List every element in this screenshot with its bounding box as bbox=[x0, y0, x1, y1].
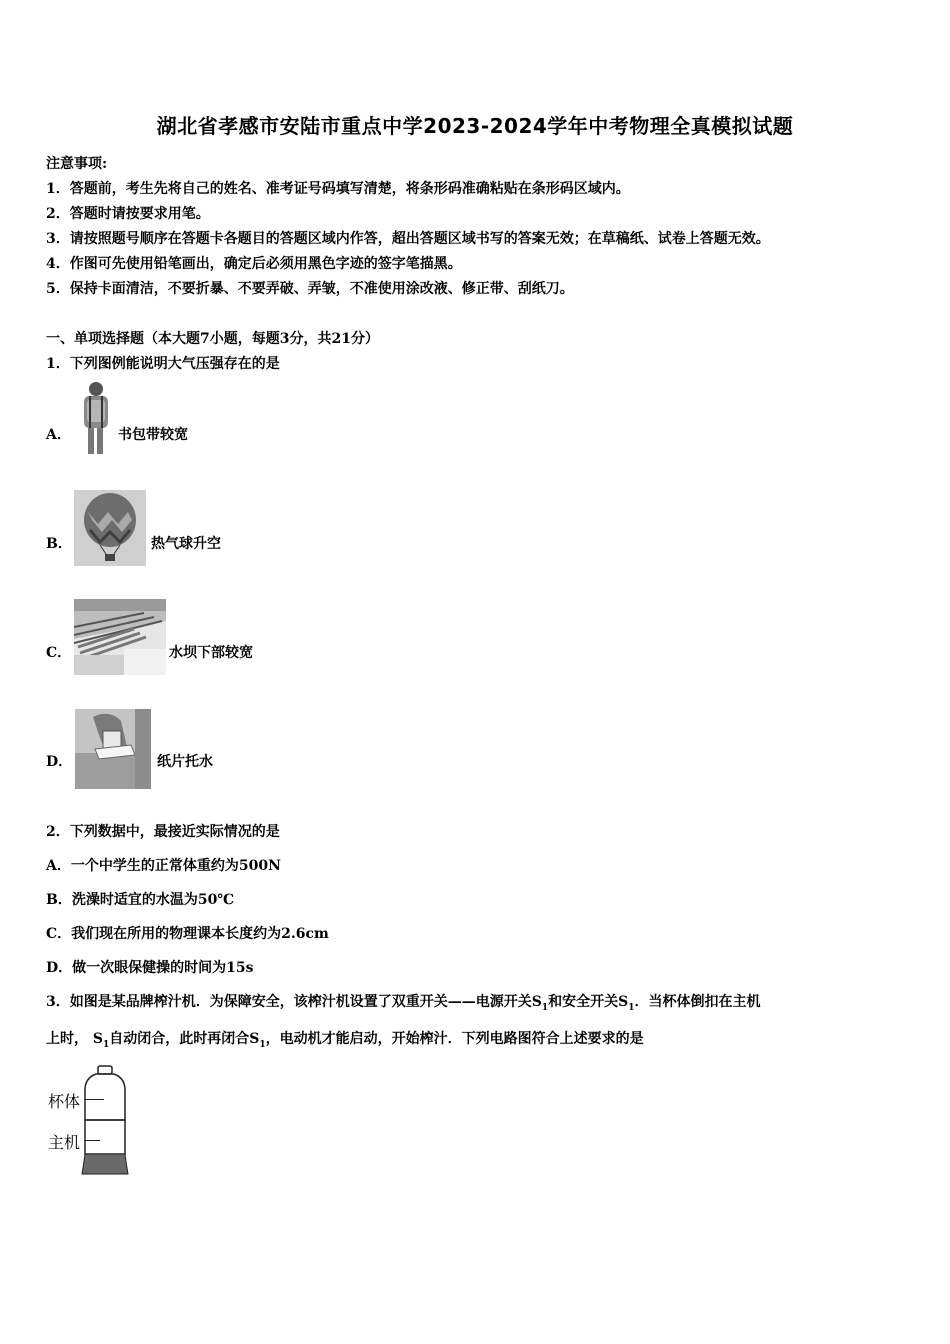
option-b-label: B． bbox=[46, 536, 72, 552]
option-c-text: 水坝下部较宽 bbox=[169, 645, 253, 661]
cup-label: 杯体 bbox=[48, 1092, 81, 1111]
option-b-text: 热气球升空 bbox=[151, 536, 221, 552]
notice-item: 2．答题时请按要求用笔。 bbox=[46, 206, 210, 222]
paper-holding-water-image bbox=[75, 709, 151, 789]
juicer-figure bbox=[80, 1064, 136, 1180]
question-2-stem: 2．下列数据中，最接近实际情况的是 bbox=[46, 824, 280, 840]
option-a-label: A． bbox=[46, 427, 71, 443]
option-d-label: D． bbox=[46, 754, 73, 770]
q2-option-a: A．一个中学生的正常体重约为500N bbox=[46, 858, 281, 874]
option-c-label: C． bbox=[46, 645, 72, 661]
base-label: 主机 bbox=[48, 1133, 81, 1152]
page-title: 湖北省孝感市安陆市重点中学2023-2024学年中考物理全真模拟试题 bbox=[156, 114, 794, 138]
section-heading: 一、单项选择题（本大题7小题，每题3分，共21分） bbox=[46, 331, 379, 347]
dam-image bbox=[74, 599, 166, 675]
base-label-leader bbox=[84, 1140, 100, 1141]
notice-item: 3．请按照题号顺序在答题卡各题目的答题区域内作答，超出答题区域书写的答案无效；在草稿纸、试卷上答题无效。 bbox=[46, 231, 770, 247]
hot-air-balloon-image bbox=[74, 490, 146, 566]
question-3-line-1: 3．如图是某品牌榨汁机．为保障安全，该榨汁机设置了双重开关——电源开关$S_1$和安全开关$S_1$．当杯体倒扣在主机 bbox=[46, 994, 761, 1013]
notice-item: 1．答题前，考生先将自己的姓名、准考证号码填写清楚，将条形码准确粘贴在条形码区域内。 bbox=[46, 181, 630, 197]
notice-item: 4．作图可先使用铅笔画出，确定后必须用黑色字迹的签字笔描黑。 bbox=[46, 256, 462, 272]
question-3-line-2: 上时， $S_1$自动闭合，此时再闭合$S_1$，电动机才能启动，开始榨汁．下列电路图符合上述要求的是 bbox=[46, 1031, 644, 1050]
cup-label-leader bbox=[84, 1099, 104, 1100]
question-1-stem: 1．下列图例能说明大气压强存在的是 bbox=[46, 356, 280, 372]
q2-option-d: D．做一次眼保健操的时间为15s bbox=[46, 960, 254, 976]
notice-item: 5．保持卡面清洁，不要折暴、不要弄破、弄皱，不准使用涂改液、修正带、刮纸刀。 bbox=[46, 281, 574, 297]
backpack-student-image bbox=[76, 380, 114, 456]
q2-option-b: B．洗澡时适宜的水温为50℃ bbox=[46, 892, 235, 908]
notice-heading: 注意事项: bbox=[46, 156, 108, 172]
option-a-text: 书包带较宽 bbox=[118, 427, 188, 443]
q2-option-c: C．我们现在所用的物理课本长度约为2.6cm bbox=[46, 926, 329, 942]
option-d-text: 纸片托水 bbox=[157, 754, 213, 770]
